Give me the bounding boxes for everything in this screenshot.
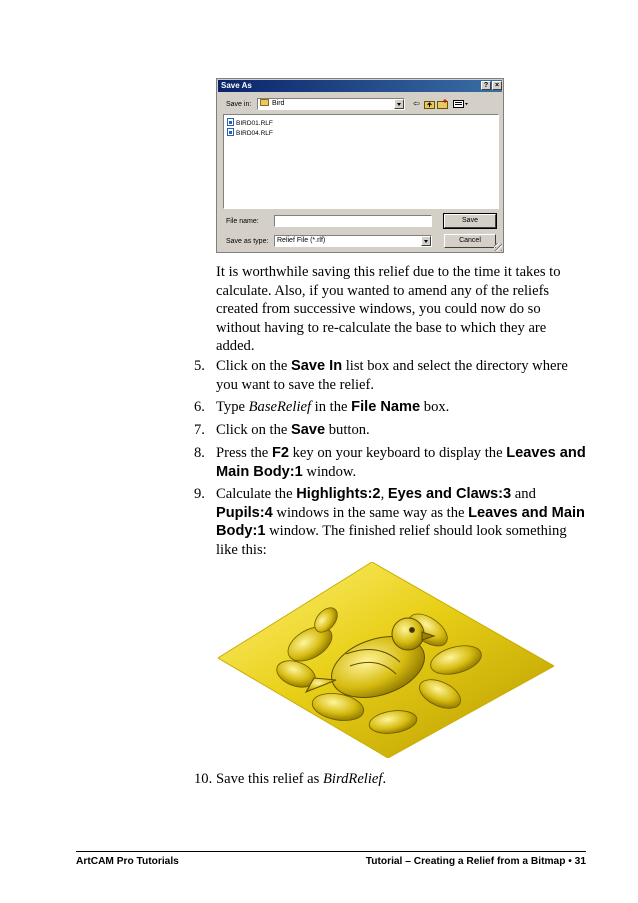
chevron-down-icon[interactable] [421,236,431,246]
up-folder-icon[interactable] [424,99,435,109]
footer-rule [76,851,586,852]
folder-icon [260,99,269,106]
dialog-title: Save As [218,80,502,92]
save-type-label: Save as type: [226,238,269,245]
close-button[interactable]: × [492,81,502,90]
footer-right: Tutorial – Creating a Relief from a Bitmap • 31 [365,856,586,867]
file-name-field[interactable] [274,215,432,227]
save-in-label: Save in: [226,101,252,108]
footer-left: ArtCAM Pro Tutorials [76,856,179,867]
list-item[interactable]: BIRD01.RLF [227,118,273,127]
bird-relief-image [218,562,554,758]
save-in-combo[interactable] [257,98,405,110]
cancel-button[interactable]: Cancel [444,234,496,248]
list-item[interactable]: BIRD04.RLF [227,128,273,137]
save-type-select[interactable] [274,235,432,247]
file-name-label: File name: [226,218,259,225]
save-in-value: Bird [272,100,285,107]
view-menu-icon[interactable] [453,99,469,109]
file-icon [227,128,234,136]
save-type-value: Relief File (*.rlf) [277,237,326,244]
new-folder-icon[interactable] [437,99,448,109]
file-list[interactable] [223,114,499,209]
save-as-dialog [216,78,504,253]
file-icon [227,118,234,126]
intro-paragraph: It is worthwhile saving this relief due to the time it takes to calculate. Also, if you wanted to amend any of the reliefs created from successive windows, you could now do so without having to re-calculate the base to which they are added. [216,264,561,354]
chevron-down-icon[interactable] [394,99,404,109]
back-arrow-icon[interactable]: ⇦ [413,99,420,108]
resize-grip[interactable] [494,243,502,251]
help-button[interactable]: ? [481,81,491,90]
save-button[interactable]: Save [444,214,496,228]
